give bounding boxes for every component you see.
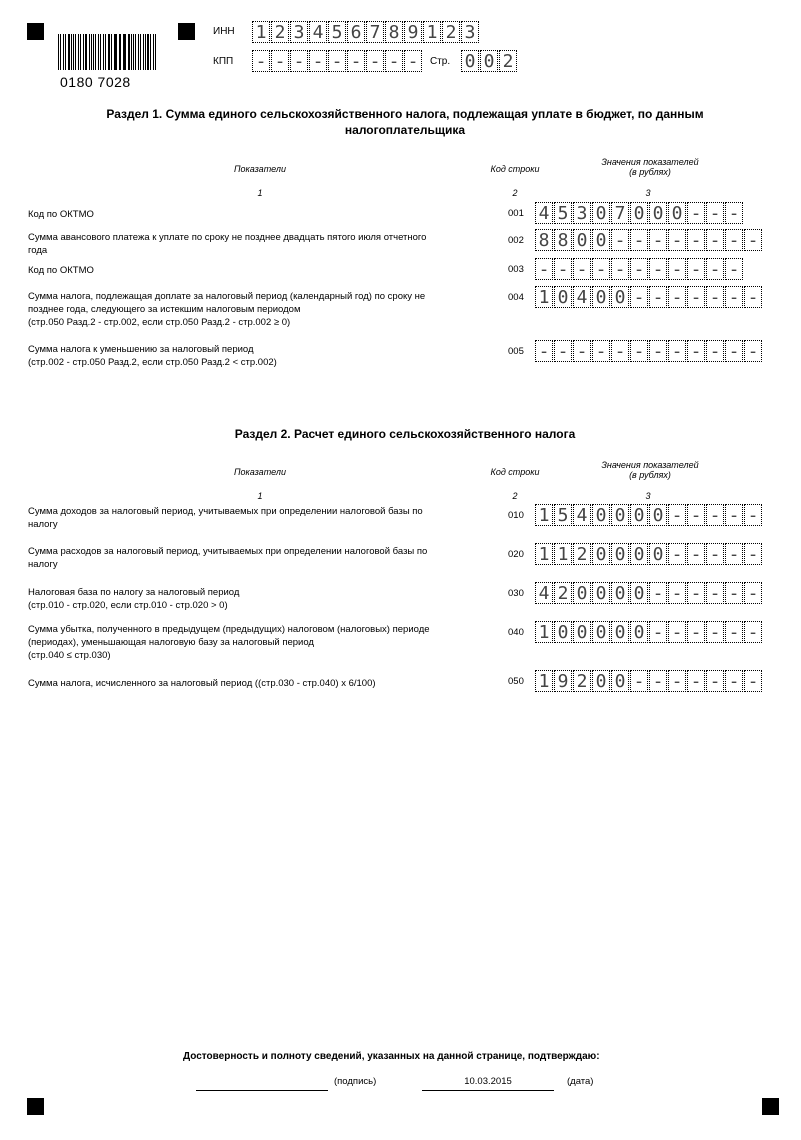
digit-cell[interactable]: - xyxy=(744,670,762,692)
section2-row-code: 010 xyxy=(508,510,524,521)
digit-cell[interactable]: - xyxy=(725,258,743,280)
digit-cell[interactable]: - xyxy=(668,286,686,308)
digit-cell[interactable]: - xyxy=(687,670,705,692)
digit-cell[interactable]: 9 xyxy=(404,21,422,43)
digit-cell[interactable]: - xyxy=(404,50,422,72)
digit-cell[interactable]: 4 xyxy=(573,286,591,308)
barcode-bar xyxy=(78,34,79,70)
section2-row-code: 040 xyxy=(508,627,524,638)
section1-row-code: 002 xyxy=(508,235,524,246)
date-label: (дата) xyxy=(567,1076,594,1087)
s2-col-indicators: Показатели xyxy=(234,467,286,477)
barcode-bar xyxy=(153,34,154,70)
digit-cell[interactable]: 0 xyxy=(573,582,591,604)
row-label-line: (стр.040 ≤ стр.030) xyxy=(28,650,111,661)
s1-col-values-line1: Значения показателей xyxy=(601,157,699,167)
digit-cell[interactable]: - xyxy=(668,258,686,280)
barcode-bar xyxy=(75,34,76,70)
digit-cell[interactable]: - xyxy=(535,340,553,362)
s1-col-indicators: Показатели xyxy=(234,164,286,174)
digit-cell[interactable]: - xyxy=(706,670,724,692)
barcode-bar xyxy=(80,34,81,70)
s1-col-values-line2: (в рублях) xyxy=(629,167,671,177)
barcode-bar xyxy=(145,34,146,70)
digit-cell[interactable]: - xyxy=(649,621,667,643)
digit-cell[interactable]: 2 xyxy=(271,21,289,43)
corner-marker-bottom-left xyxy=(27,1098,44,1115)
barcode-bar xyxy=(93,34,94,70)
section2-row-code: 030 xyxy=(508,588,524,599)
digit-cell[interactable]: - xyxy=(725,670,743,692)
barcode-bar xyxy=(103,34,104,70)
s2-col-num2: 2 xyxy=(512,491,518,501)
digit-cell[interactable]: - xyxy=(668,543,686,565)
digit-cell[interactable]: 1 xyxy=(535,543,553,565)
barcode-bar xyxy=(150,34,151,70)
digit-cell[interactable]: 0 xyxy=(611,543,629,565)
digit-cell[interactable]: - xyxy=(668,340,686,362)
digit-cell[interactable]: 4 xyxy=(535,202,553,224)
inn-field[interactable] xyxy=(252,21,480,43)
section1-row-code: 003 xyxy=(508,264,524,275)
barcode-bar xyxy=(60,34,61,70)
digit-cell[interactable]: 0 xyxy=(649,543,667,565)
s2-col-values-line1: Значения показателей xyxy=(601,460,699,470)
digit-cell[interactable]: 2 xyxy=(573,543,591,565)
digit-cell[interactable]: - xyxy=(649,286,667,308)
section2-row-value-field[interactable] xyxy=(535,582,763,604)
date-value[interactable]: 10.03.2015 xyxy=(464,1076,512,1087)
digit-cell[interactable]: - xyxy=(271,50,289,72)
corner-marker-bottom-right xyxy=(762,1098,779,1115)
barcode-bar xyxy=(98,34,99,70)
digit-cell[interactable]: 0 xyxy=(554,621,572,643)
digit-cell[interactable]: - xyxy=(630,229,648,251)
digit-cell[interactable]: - xyxy=(630,340,648,362)
digit-cell[interactable]: 1 xyxy=(423,21,441,43)
barcode-bar xyxy=(115,34,116,70)
digit-cell[interactable]: - xyxy=(385,50,403,72)
digit-cell[interactable]: - xyxy=(706,286,724,308)
digit-cell[interactable]: 3 xyxy=(461,21,479,43)
digit-cell[interactable]: - xyxy=(668,504,686,526)
digit-cell[interactable]: 1 xyxy=(535,670,553,692)
barcode-bar xyxy=(138,34,139,70)
digit-cell[interactable]: - xyxy=(611,340,629,362)
digit-cell[interactable]: - xyxy=(668,582,686,604)
row-label-line: (стр.002 - стр.050 Разд.2, если стр.050 Разд.2 < стр.002) xyxy=(28,357,277,368)
digit-cell[interactable]: - xyxy=(668,229,686,251)
digit-cell[interactable]: - xyxy=(611,258,629,280)
section1-row-value-field[interactable] xyxy=(535,258,744,280)
barcode-bar xyxy=(123,34,124,70)
digit-cell[interactable]: - xyxy=(554,340,572,362)
digit-cell[interactable]: 0 xyxy=(573,229,591,251)
section2-row-label xyxy=(28,586,488,612)
digit-cell[interactable]: - xyxy=(706,621,724,643)
row-label-line: позднее года, следующего за истекшим налоговым периодом xyxy=(28,304,301,315)
digit-cell[interactable]: - xyxy=(535,258,553,280)
digit-cell[interactable]: 6 xyxy=(347,21,365,43)
digit-cell[interactable]: - xyxy=(687,258,705,280)
row-label-line: (стр.050 Разд.2 - стр.002, если стр.050 Разд.2 - стр.002 ≥ 0) xyxy=(28,317,291,328)
section2-row-label xyxy=(28,623,488,662)
digit-cell[interactable]: - xyxy=(309,50,327,72)
digit-cell[interactable]: - xyxy=(687,582,705,604)
barcode-bar xyxy=(71,34,72,70)
digit-cell[interactable]: 2 xyxy=(442,21,460,43)
row-label-line: Сумма убытка, полученного в предыдущем (предыдущих) налоговом (налоговых) периоде xyxy=(28,624,430,635)
digit-cell[interactable]: - xyxy=(744,340,762,362)
s2-col-num1: 1 xyxy=(257,491,263,501)
barcode-bar xyxy=(114,34,115,70)
digit-cell[interactable]: - xyxy=(725,543,743,565)
digit-cell[interactable]: 7 xyxy=(611,202,629,224)
s1-col-num2: 2 xyxy=(512,188,518,198)
row-label-line: Налоговая база по налогу за налоговый период xyxy=(28,587,240,598)
section1-row-code: 001 xyxy=(508,208,524,219)
digit-cell[interactable]: 5 xyxy=(328,21,346,43)
digit-cell[interactable]: - xyxy=(725,621,743,643)
row-label-line: Сумма доходов за налоговый период, учитываемых при определении налоговой базы по xyxy=(28,506,423,517)
s2-col-num3: 3 xyxy=(645,491,651,501)
section1-row-label xyxy=(28,208,488,221)
confirmation-text: Достоверность и полноту сведений, указанных на данной странице, подтверждаю: xyxy=(183,1051,600,1062)
s2-col-code: Код строки xyxy=(490,467,540,477)
digit-cell[interactable]: - xyxy=(630,286,648,308)
page-number-field[interactable] xyxy=(461,50,518,72)
date-line xyxy=(422,1090,554,1091)
s1-col-num3: 3 xyxy=(645,188,651,198)
barcode-bar xyxy=(89,34,90,70)
digit-cell[interactable]: - xyxy=(573,340,591,362)
signature-label: (подпись) xyxy=(334,1076,377,1087)
row-label-line: Сумма налога к уменьшению за налоговый период xyxy=(28,344,254,355)
digit-cell[interactable]: 0 xyxy=(630,202,648,224)
barcode-bar xyxy=(147,34,149,70)
digit-cell[interactable]: 0 xyxy=(630,621,648,643)
barcode-bar xyxy=(135,34,136,70)
digit-cell[interactable]: - xyxy=(592,340,610,362)
barcode-image xyxy=(58,34,158,70)
barcode-number: 0180 7028 xyxy=(60,74,131,90)
digit-cell[interactable]: - xyxy=(649,340,667,362)
barcode-bar xyxy=(128,34,129,70)
digit-cell[interactable]: - xyxy=(706,229,724,251)
row-label-line: Сумма авансового платежа к уплате по сроку не позднее двадцать пятого июля отчетного xyxy=(28,232,427,243)
digit-cell[interactable]: 0 xyxy=(461,50,479,72)
digit-cell[interactable]: - xyxy=(744,621,762,643)
row-label-line: Сумма расходов за налоговый период, учитываемых при определении налоговой базы по xyxy=(28,546,428,557)
digit-cell[interactable]: - xyxy=(687,229,705,251)
digit-cell[interactable]: 0 xyxy=(630,582,648,604)
kpp-label: КПП xyxy=(213,56,234,67)
digit-cell[interactable]: - xyxy=(725,504,743,526)
digit-cell[interactable]: - xyxy=(744,582,762,604)
digit-cell[interactable]: 0 xyxy=(480,50,498,72)
digit-cell[interactable]: - xyxy=(649,582,667,604)
section2-row-label xyxy=(28,505,488,531)
barcode-bar xyxy=(95,34,96,70)
digit-cell[interactable]: 5 xyxy=(554,504,572,526)
digit-cell[interactable]: 0 xyxy=(649,504,667,526)
digit-cell[interactable]: 2 xyxy=(499,50,517,72)
digit-cell[interactable]: 0 xyxy=(592,229,610,251)
digit-cell[interactable]: - xyxy=(649,670,667,692)
digit-cell[interactable]: 0 xyxy=(592,543,610,565)
section2-row-code: 050 xyxy=(508,676,524,687)
digit-cell[interactable]: 0 xyxy=(592,621,610,643)
section2-row-label xyxy=(28,677,488,690)
digit-cell[interactable]: - xyxy=(744,229,762,251)
digit-cell[interactable]: - xyxy=(290,50,308,72)
digit-cell[interactable]: 8 xyxy=(385,21,403,43)
digit-cell[interactable]: 0 xyxy=(649,202,667,224)
digit-cell[interactable]: 1 xyxy=(535,621,553,643)
row-label-line: налогу xyxy=(28,519,58,530)
section1-row-value-field[interactable] xyxy=(535,340,763,362)
digit-cell[interactable]: 0 xyxy=(630,543,648,565)
digit-cell[interactable]: - xyxy=(744,504,762,526)
digit-cell[interactable]: 3 xyxy=(573,202,591,224)
kpp-field[interactable] xyxy=(252,50,423,72)
digit-cell[interactable]: - xyxy=(725,582,743,604)
digit-cell[interactable]: 0 xyxy=(611,670,629,692)
section1-row-code: 004 xyxy=(508,292,524,303)
barcode-bar xyxy=(155,34,156,70)
s1-col-values xyxy=(570,157,730,177)
digit-cell[interactable]: - xyxy=(706,543,724,565)
digit-cell[interactable]: - xyxy=(706,582,724,604)
digit-cell[interactable]: - xyxy=(328,50,346,72)
section1-row-label xyxy=(28,231,488,257)
barcode-bar xyxy=(119,34,120,70)
digit-cell[interactable]: - xyxy=(592,258,610,280)
section1-title-line1: Раздел 1. Сумма единого сельскохозяйственного налога, подлежащая уплате в бюджет, по данным xyxy=(106,107,704,121)
digit-cell[interactable]: - xyxy=(706,504,724,526)
digit-cell[interactable]: 0 xyxy=(592,504,610,526)
digit-cell[interactable]: - xyxy=(366,50,384,72)
signature-line[interactable] xyxy=(196,1090,328,1091)
digit-cell[interactable]: 0 xyxy=(554,286,572,308)
section1-title xyxy=(40,106,770,138)
section1-row-value-field[interactable] xyxy=(535,202,744,224)
row-label-line: налогу xyxy=(28,559,58,570)
digit-cell[interactable]: - xyxy=(554,258,572,280)
digit-cell[interactable]: 0 xyxy=(611,582,629,604)
digit-cell[interactable]: - xyxy=(744,286,762,308)
digit-cell[interactable]: - xyxy=(687,543,705,565)
digit-cell[interactable]: - xyxy=(630,670,648,692)
digit-cell[interactable]: 1 xyxy=(554,543,572,565)
digit-cell[interactable]: - xyxy=(630,258,648,280)
digit-cell[interactable]: 2 xyxy=(554,582,572,604)
digit-cell[interactable]: - xyxy=(687,340,705,362)
digit-cell[interactable]: 0 xyxy=(611,621,629,643)
barcode-bar xyxy=(143,34,144,70)
digit-cell[interactable]: - xyxy=(668,621,686,643)
barcode-bar xyxy=(100,34,101,70)
barcode-bar xyxy=(108,34,110,70)
digit-cell[interactable]: - xyxy=(706,202,724,224)
digit-cell[interactable]: 1 xyxy=(252,21,270,43)
row-label-line: Код по ОКТМО xyxy=(28,265,94,276)
row-label-line: Сумма налога, исчисленного за налоговый период ((стр.030 - стр.040) х 6/100) xyxy=(28,678,376,689)
digit-cell[interactable]: - xyxy=(573,258,591,280)
digit-cell[interactable]: - xyxy=(252,50,270,72)
barcode-bar xyxy=(111,34,112,70)
section1-row-code: 005 xyxy=(508,346,524,357)
digit-cell[interactable]: 4 xyxy=(573,504,591,526)
digit-cell[interactable]: - xyxy=(687,202,705,224)
digit-cell[interactable]: 0 xyxy=(611,504,629,526)
corner-marker-top-right xyxy=(178,23,195,40)
s2-col-values xyxy=(570,460,730,480)
barcode-bar xyxy=(120,34,121,70)
barcode-bar xyxy=(133,34,134,70)
digit-cell[interactable]: - xyxy=(649,229,667,251)
digit-cell[interactable]: 0 xyxy=(668,202,686,224)
digit-cell[interactable]: - xyxy=(725,286,743,308)
digit-cell[interactable]: 7 xyxy=(366,21,384,43)
digit-cell[interactable]: 4 xyxy=(535,582,553,604)
digit-cell[interactable]: 0 xyxy=(630,504,648,526)
section1-row-label xyxy=(28,343,488,369)
barcode-bar xyxy=(65,34,66,70)
barcode-bar xyxy=(83,34,84,70)
barcode-bar xyxy=(85,34,87,70)
digit-cell[interactable]: 8 xyxy=(554,229,572,251)
section2-row-value-field[interactable] xyxy=(535,504,763,526)
digit-cell[interactable]: - xyxy=(687,621,705,643)
digit-cell[interactable]: - xyxy=(687,504,705,526)
digit-cell[interactable]: 0 xyxy=(573,621,591,643)
barcode-bar xyxy=(140,34,141,70)
row-label-line: года xyxy=(28,245,48,256)
barcode-bar xyxy=(63,34,64,70)
s2-col-values-line2: (в рублях) xyxy=(629,470,671,480)
page-label: Стр. xyxy=(430,56,451,67)
barcode-bar xyxy=(73,34,74,70)
digit-cell[interactable]: - xyxy=(649,258,667,280)
digit-cell[interactable]: 9 xyxy=(554,670,572,692)
barcode-bar xyxy=(105,34,106,70)
digit-cell[interactable]: 0 xyxy=(611,286,629,308)
s1-col-num1: 1 xyxy=(257,188,263,198)
inn-label: ИНН xyxy=(213,26,235,37)
digit-cell[interactable]: - xyxy=(706,258,724,280)
digit-cell[interactable]: - xyxy=(725,229,743,251)
row-label-line: Сумма налога, подлежащая доплате за налоговый период (календарный год) по сроку не xyxy=(28,291,426,302)
section2-title: Раздел 2. Расчет единого сельскохозяйственного налога xyxy=(234,427,576,441)
section1-title-line2: налогоплательщика xyxy=(344,123,466,137)
digit-cell[interactable]: 1 xyxy=(535,504,553,526)
row-label-line: (периодах), уменьшающая налоговую базу за налоговый период xyxy=(28,637,314,648)
digit-cell[interactable]: 0 xyxy=(592,582,610,604)
digit-cell[interactable]: 5 xyxy=(554,202,572,224)
digit-cell[interactable]: 0 xyxy=(592,670,610,692)
digit-cell[interactable]: - xyxy=(687,286,705,308)
barcode-bar xyxy=(124,34,126,70)
s1-col-code: Код строки xyxy=(490,164,540,174)
barcode-bar xyxy=(131,34,132,70)
digit-cell[interactable]: - xyxy=(347,50,365,72)
digit-cell[interactable]: - xyxy=(611,229,629,251)
digit-cell[interactable]: 4 xyxy=(309,21,327,43)
row-label-line: Код по ОКТМО xyxy=(28,209,94,220)
digit-cell[interactable]: 1 xyxy=(535,286,553,308)
digit-cell[interactable]: 2 xyxy=(573,670,591,692)
row-label-line: (стр.010 - стр.020, если стр.010 - стр.020 > 0) xyxy=(28,600,228,611)
section2-row-code: 020 xyxy=(508,549,524,560)
section2-row-value-field[interactable] xyxy=(535,543,763,565)
section1-row-label xyxy=(28,264,488,277)
digit-cell[interactable]: - xyxy=(725,340,743,362)
corner-marker-top-left xyxy=(27,23,44,40)
digit-cell[interactable]: - xyxy=(744,543,762,565)
digit-cell[interactable]: 3 xyxy=(290,21,308,43)
digit-cell[interactable]: - xyxy=(668,670,686,692)
digit-cell[interactable]: - xyxy=(706,340,724,362)
digit-cell[interactable]: 0 xyxy=(592,286,610,308)
barcode-bar xyxy=(91,34,92,70)
section1-row-label xyxy=(28,290,488,329)
digit-cell[interactable]: - xyxy=(725,202,743,224)
digit-cell[interactable]: 0 xyxy=(592,202,610,224)
barcode-bar xyxy=(58,34,59,70)
section2-row-label xyxy=(28,545,488,571)
section2-row-value-field[interactable] xyxy=(535,621,763,643)
section2-row-value-field[interactable] xyxy=(535,670,763,692)
section1-row-value-field[interactable] xyxy=(535,286,763,308)
digit-cell[interactable]: 8 xyxy=(535,229,553,251)
barcode-bar xyxy=(68,34,70,70)
section1-row-value-field[interactable] xyxy=(535,229,763,251)
